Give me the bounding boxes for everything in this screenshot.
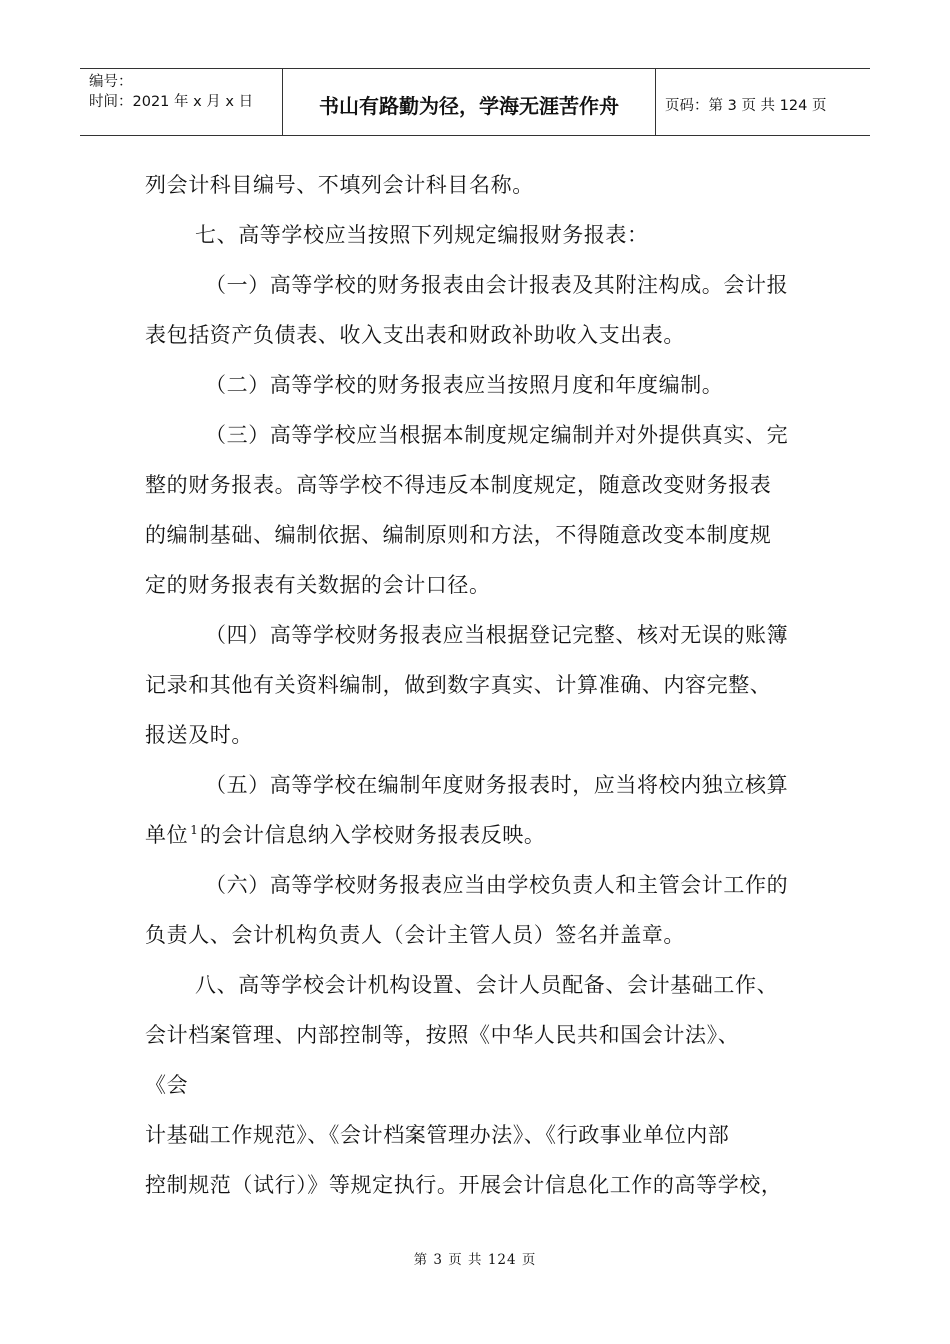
- body-line: 计基础工作规范》、《会计档案管理办法》、《行政事业单位内部: [145, 1123, 730, 1147]
- body-line: 记录和其他有关资料编制，做到数字真实、计算准确、内容完整、: [145, 673, 772, 697]
- body-line-rest: 的会计信息纳入学校财务报表反映。: [199, 823, 546, 847]
- body-line: （一）高等学校的财务报表由会计报表及其附注构成。会计报: [205, 273, 789, 297]
- body-line: （五）高等学校在编制年度财务报表时，应当将校内独立核算: [205, 773, 789, 797]
- header-motto: [283, 69, 656, 135]
- body-line: 定的财务报表有关数据的会计口径。: [145, 573, 491, 597]
- body-line: 报送及时。: [145, 723, 253, 747]
- body-line: 《会: [145, 1073, 189, 1097]
- body-line: 八、高等学校会计机构设置、会计人员配备、会计基础工作、: [195, 973, 779, 997]
- body-line: 的编制基础、编制依据、编制原则和方法，不得随意改变本制度规: [145, 523, 772, 547]
- header-page-info: [656, 69, 870, 135]
- page-info-text: 页码：第 3 页 共 124 页: [665, 97, 827, 114]
- body-line-prefix: 单位: [145, 823, 189, 847]
- body-line: （六）高等学校财务报表应当由学校负责人和主管会计工作的: [205, 873, 789, 897]
- body-line: 负责人、会计机构负责人（会计主管人员）签名并盖章。: [145, 923, 685, 947]
- body-line: （三）高等学校应当根据本制度规定编制并对外提供真实、完: [205, 423, 789, 447]
- footer-page-number: 第 3 页 共 124 页: [413, 1252, 537, 1268]
- body-line: 表包括资产负债表、收入支出表和财政补助收入支出表。: [145, 323, 685, 347]
- body-line: （四）高等学校财务报表应当根据登记完整、核对无误的账簿: [205, 623, 789, 647]
- document-date: 时间：2021 年 x 月 x 日: [89, 94, 254, 110]
- document-body: [145, 160, 810, 1210]
- body-line: 整的财务报表。高等学校不得违反本制度规定，随意改变财务报表: [145, 473, 772, 497]
- body-line: 控制规范（试行）》等规定执行。开展会计信息化工作的高等学校，: [145, 1173, 783, 1197]
- body-line: 会计档案管理、内部控制等，按照《中华人民共和国会计法》、: [145, 1023, 740, 1047]
- motto-text: 书山有路勤为径，学海无涯苦作舟: [319, 93, 619, 118]
- body-line: 七、高等学校应当按照下列规定编报财务报表：: [195, 223, 649, 247]
- document-header: [80, 68, 870, 136]
- page-footer: [0, 1248, 950, 1268]
- header-meta: [80, 69, 283, 135]
- body-line-with-footnote: [145, 810, 810, 860]
- body-line: （二）高等学校的财务报表应当按照月度和年度编制。: [205, 373, 724, 397]
- body-line: 列会计科目编号、不填列会计科目名称。: [145, 173, 534, 197]
- footnote-mark: 1: [190, 823, 198, 837]
- document-number-label: 编号：: [89, 74, 133, 90]
